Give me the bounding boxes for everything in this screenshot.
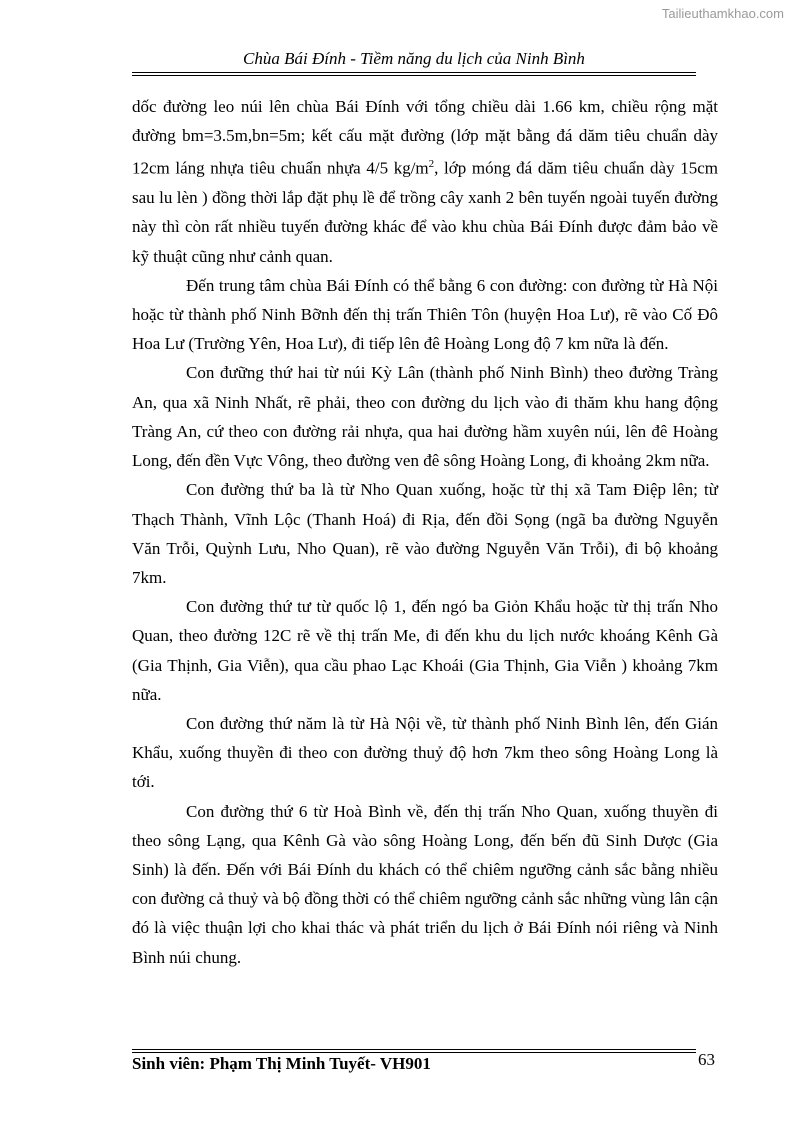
superscript: 2	[428, 158, 435, 171]
footer-rule-secondary	[132, 1052, 696, 1053]
header-rule-secondary	[132, 75, 696, 76]
header-rule	[132, 72, 696, 73]
paragraph-7: Con đường thứ 6 từ Hoà Bình về, đến thị trấn Nho Quan, xuống thuyền đi theo sông Lạng, qua Kênh Gà vào sông Hoàng Long, đến bến đũ Sinh Dược (Gia Sinh) là đến. Đến với Bái Đính du khách có thể chiêm ngưỡng cảnh sắc bằng nhiều con đường cả thuỷ và bộ đồng thời có thể chiêm ngưỡng cảnh sắc những vùng lân cận đó là việc thuận lợi cho khai thác và phát triển du lịch ở Bái Đính nói riêng và Ninh Bình núi chung.	[132, 801, 718, 967]
paragraph-1-text: dốc đường leo núi lên chùa Bái Đính với tổng chiều dài 1.66 km, chiều rộng mặt đường bm=3.5m,bn=5m; kết cấu mặt đường (lớp mặt bằng đá dăm tiêu chuẩn dày 12cm láng nhựa tiêu chuẩn nhựa 4/5 kg/m	[132, 97, 718, 179]
paragraph-3: Con đưững thứ hai từ núi Kỳ Lân (thành phố Ninh Bình) theo đường Tràng An, qua xã Ninh Nhất, rẽ phải, theo con đường du lịch vào đi thăm khu hang động Tràng An, cứ theo con đường rải nhựa, qua hai đường hầm xuyên núi, lên đê Hoàng Long, đến đền Vực Vông, theo đường ven đê sông Hoàng Long, đi khoảng 2km nữa.	[132, 363, 718, 471]
document-body	[132, 92, 718, 972]
paragraph-6: Con đường thứ năm là từ Hà Nội về, từ thành phố Ninh Bình lên, đến Gián Khẩu, xuống thuyền đi theo con đường thuỷ độ hơn 7km theo sông Hoàng Long là tới.	[132, 713, 718, 792]
paragraph-2: Đến trung tâm chùa Bái Đính có thể bằng 6 con đường: con đường từ Hà Nội hoặc từ thành phố Ninh Bỡnh đến thị trấn Thiên Tôn (huyện Hoa Lư), rẽ vào Cố Đô Hoa Lư (Trường Yên, Hoa Lư), đi tiếp lên đê Hoàng Long độ 7 km nữa là đến.	[132, 275, 718, 354]
paragraph-1-text-cont: , lớp móng đá dăm tiêu chuẩn dày 15cm sau lu lèn ) đồng thời lắp đặt phụ lề để trồng cây xanh 2 bên tuyến ngoài tuyến đường này thì còn rất nhiều tuyến đường khác để vào khu chùa Bái Đính được đảm bảo về kỹ thuật cũng như cảnh quan.	[132, 159, 718, 266]
page-number: 63	[698, 1050, 715, 1069]
footer-student-name: Sinh viên: Phạm Thị Minh Tuyết- VH901	[132, 1054, 431, 1073]
paragraph-5: Con đường thứ tư từ quốc lộ 1, đến ngó ba Giỏn Khẩu hoặc từ thị trấn Nho Quan, theo đường 12C rẽ về thị trấn Me, đi đến khu du lịch nước khoáng Kênh Gà (Gia Thịnh, Gia Viễn), qua cầu phao Lạc Khoái (Gia Thịnh, Gia Viễn ) khoảng 7km nữa.	[132, 597, 718, 704]
paragraph-4: Con đường thứ ba là từ Nho Quan xuống, hoặc từ thị xã Tam Điệp lên; từ Thạch Thành, Vĩnh Lộc (Thanh Hoá) đi Rịa, đến đồi Sọng (ngã ba đường Nguyễn Văn Trỗi, Quỳnh Lưu, Nho Quan), rẽ vào đường Nguyễn Văn Trỗi), đi bộ khoảng 7km.	[132, 480, 718, 587]
paragraph-1	[132, 92, 718, 271]
footer-rule	[132, 1049, 696, 1050]
page-header-title: Chùa Bái Đính - Tiềm năng du lịch của Ninh Bình	[243, 49, 585, 68]
watermark-text: Tailieuthamkhao.com	[661, 6, 784, 21]
